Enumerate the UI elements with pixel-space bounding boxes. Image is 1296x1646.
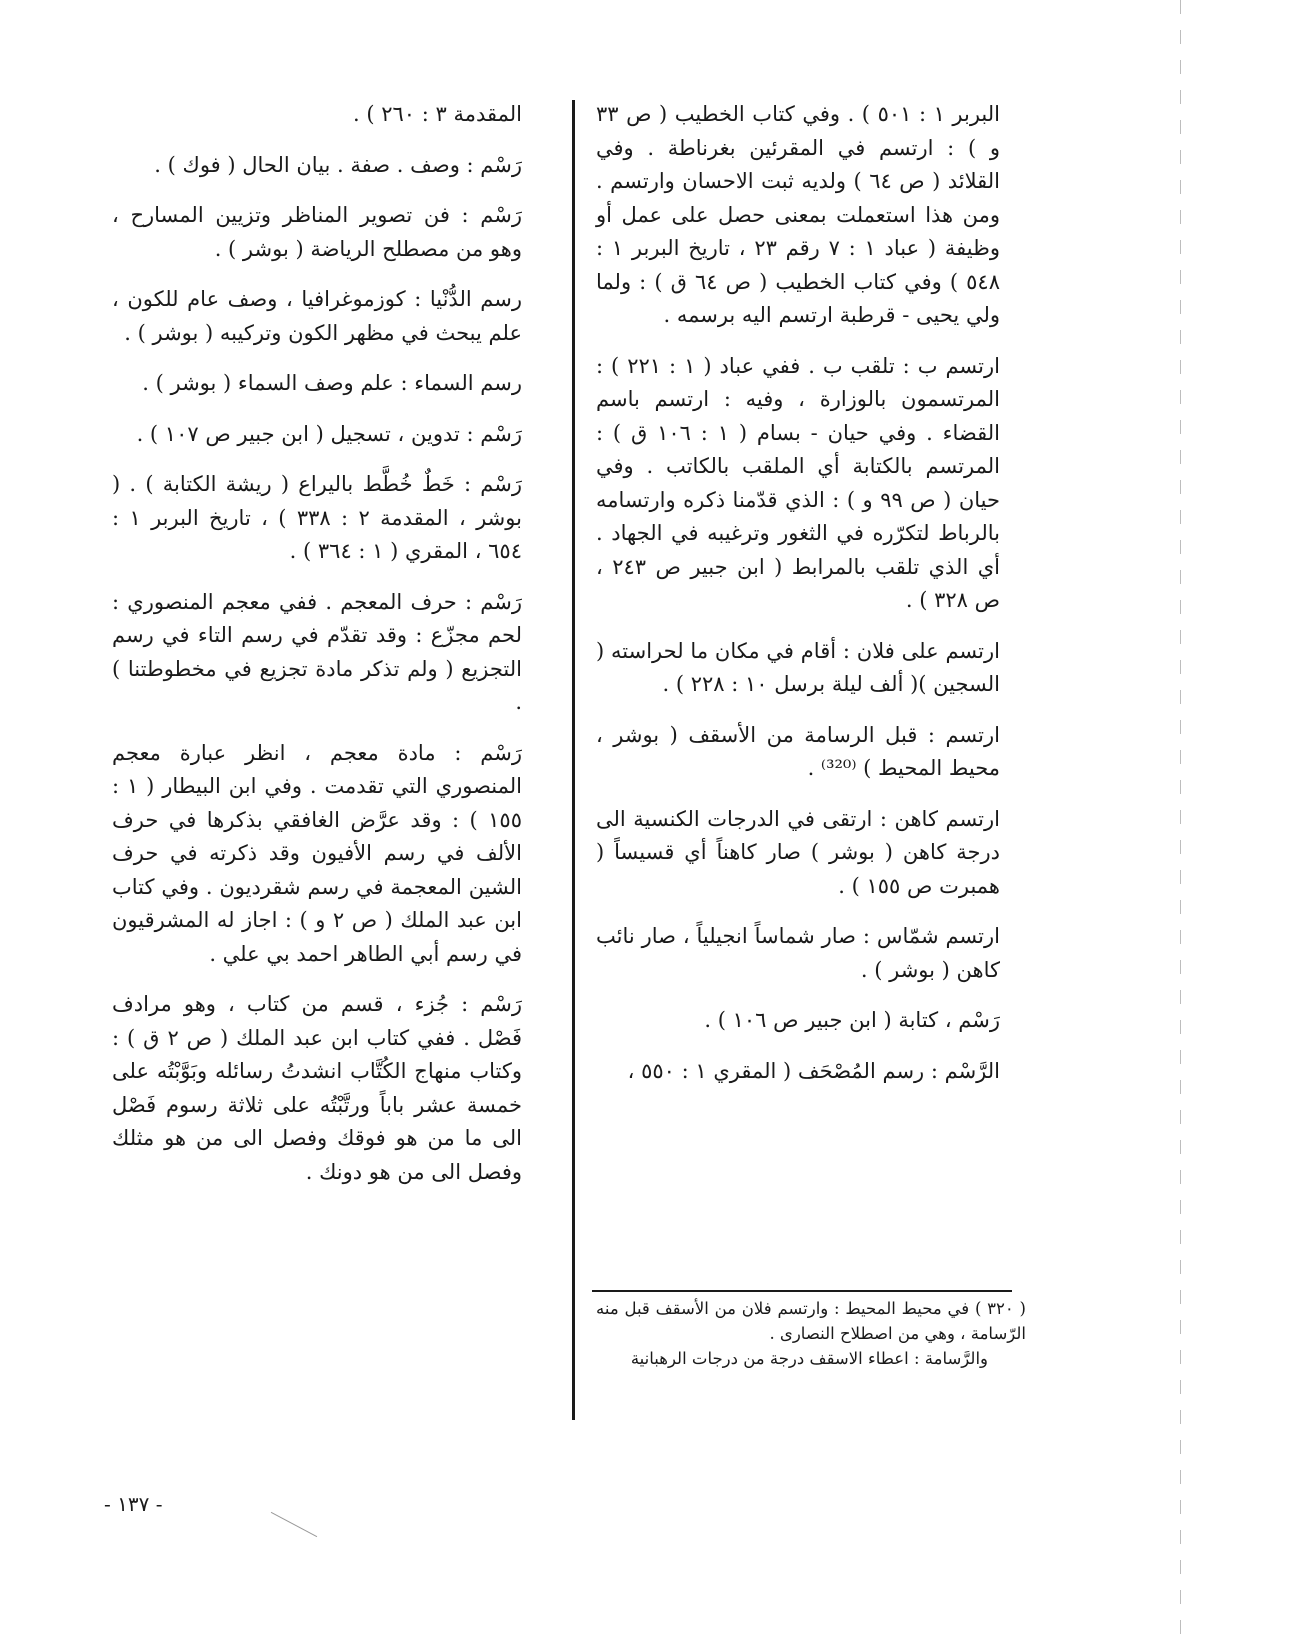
footnotes	[596, 1296, 1026, 1371]
footnote-320: ( ٣٢٠ ) في محيط المحيط : وارتسم فلان من الأسقف قبل منه الرّسامة ، وهي من اصطلاح النصارى .	[596, 1299, 1026, 1343]
footnote-continuation: والرَّسامة : اعطاء الاسقف درجة من درجات الرهبانية	[630, 1349, 988, 1368]
dictionary-entry: رَسْم ، كتابة ( ابن جبير ص ١٠٦ ) .	[704, 1008, 1000, 1032]
dictionary-entry: رَسْم : مادة معجم ، انظر عبارة معجم المنصوري التي تقدمت . وفي ابن البيطار ( ١ : ١٥٥ ) : وقد عرَّض الغافقي بذكرها في حرف الألف في رسم الأفيون وقد ذكرته في حرف الشين المعجمة في رسم شقرديون . وفي كتاب ابن عبد الملك ( ص ٢ و ) : اجاز له المشرقيون في رسم أبي الطاهر احمد بي علي .	[112, 740, 522, 966]
scan-artifact	[271, 1512, 317, 1537]
dictionary-entry: رسم الدُّنْيا : كوزموغرافيا ، وصف عام للكون ، علم يبحث في مظهر الكون وتركيبه ( بوشر ) .	[112, 287, 522, 345]
dictionary-entry: رسم السماء : علم وصف السماء ( بوشر ) .	[142, 371, 522, 395]
dictionary-entry: البربر ١ : ٥٠١ ) . وفي كتاب الخطيب ( ص ٣٣ و ) : ارتسم في المقرئين بغرناطة . وفي القلائد ( ص ٦٤ ) ولديه ثبت الاحسان وارتسم . ومن هذا استعملت بمعنى حصل على عمل أو وظيفة ( عباد ١ : ٧ رقم ٢٣ ، تاريخ البربر ١ : ٥٤٨ ) وفي كتاب الخطيب ( ص ٦٤ ق ) : ولما ولي يحيى - قرطبة ارتسم اليه برسمه .	[596, 102, 1001, 327]
dictionary-entry: رَسْم : جُزء ، قسم من كتاب ، وهو مرادف فَصْل . ففي كتاب ابن عبد الملك ( ص ٢ ق ) : وكتاب منهاج الكُتَّاب انشدتُ رسائله وبَوَّبْتُه على خمسة عشر باباً ورتَّبْتُه على ثلاثة رسوم فَصْل الى ما من هو فوقك وفصل الى من هو مثلك وفصل الى من هو دونك .	[112, 992, 522, 1184]
dictionary-entry: المقدمة ٣ : ٢٦٠ ) .	[353, 102, 522, 126]
dictionary-entry: ارتسم ب : تلقب ب . ففي عباد ( ١ : ٢٢١ ) : المرتسمون بالوزارة ، وفيه : ارتسم باسم القضاء . وفي حيان - بسام ( ١ : ١٠٦ ق ) : المرتسم بالكتابة أي الملقب بالكاتب . وفي حيان ( ص ٩٩ و ) : الذي قدّمنا ذكره وارتسامه بالرباط لتكرّره في الثغور وترغيبه في الجهاد . أي الذي تلقب بالمرابط ( ابن جبير ص ٢٤٣ ، ص ٣٢٨ ) .	[596, 353, 1000, 612]
right-column	[596, 98, 1000, 1105]
page-number: - ١٣٧ -	[104, 1492, 163, 1516]
dictionary-entry: ارتسم على فلان : أقام في مكان ما لحراسته ( السجين )( ألف ليلة برسل ١٠ : ٢٢٨ ) .	[596, 638, 1000, 696]
dictionary-entry: ارتسم : قبل الرسامة من الأسقف ( بوشر ، محيط المحيط ) ⁽³²⁰⁾ .	[596, 722, 1000, 780]
dictionary-entry: رَسْم : فن تصوير المناظر وتزيين المسارح ، وهو من مصطلح الرياضة ( بوشر ) .	[112, 203, 522, 261]
dictionary-entry: ارتسم شمّاس : صار شماساً انجيلياً ، صار نائب كاهن ( بوشر ) .	[596, 924, 1000, 982]
dictionary-entry: الرَّسْم : رسم المُصْحَف ( المقري ١ : ٥٥٠ ،	[627, 1058, 1000, 1083]
column-divider	[572, 100, 575, 1420]
left-column	[112, 98, 522, 1206]
dictionary-entry: رَسْم : وصف . صفة . بيان الحال ( فوك ) .	[154, 152, 522, 177]
dictionary-entry: رَسْم : تدوين ، تسجيل ( ابن جبير ص ١٠٧ ) .	[136, 421, 522, 446]
dictionary-entry: رَسْم : حرف المعجم . ففي معجم المنصوري : لحم مجزّع : وقد تقدّم في رسم التاء في رسم التجزيع ( ولم تذكر مادة تجزيع في مخطوطتنا ) .	[112, 589, 522, 714]
scan-edge-mark	[1180, 0, 1181, 1646]
dictionary-entry: رَسْم : خَطٌ خُطَّط باليراع ( ريشة الكتابة ) . ( بوشر ، المقدمة ٢ : ٣٣٨ ) ، تاريخ البربر ١ : ٦٥٤ ، المقري ( ١ : ٣٦٤ ) .	[112, 472, 522, 563]
dictionary-entry: ارتسم كاهن : ارتقى في الدرجات الكنسية الى درجة كاهن ( بوشر ) صار كاهناً أي قسيساً ( همبرت ص ١٥٥ ) .	[596, 806, 1000, 898]
footnote-divider	[592, 1290, 1012, 1292]
